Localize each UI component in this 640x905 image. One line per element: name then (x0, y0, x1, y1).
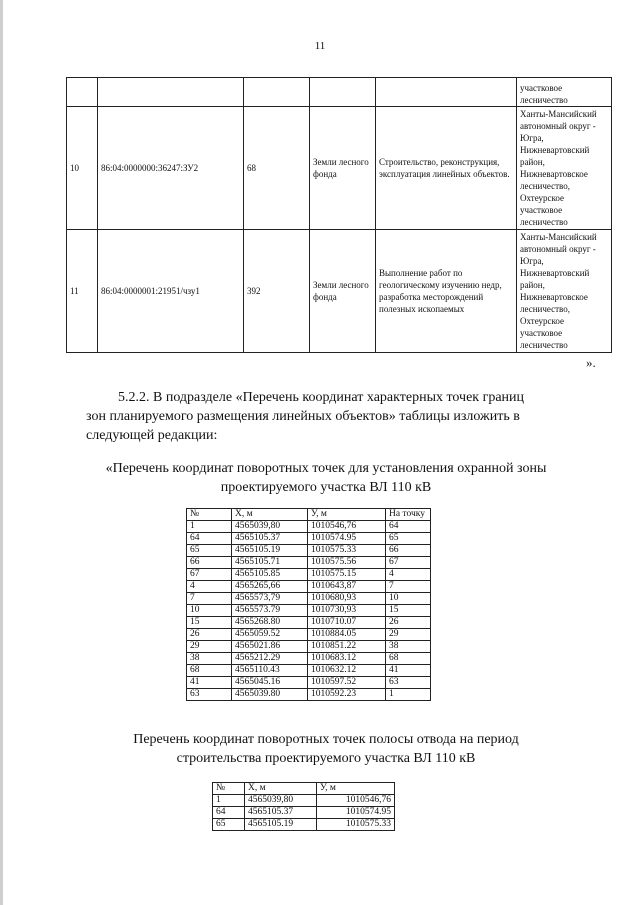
table-cell: 64 (386, 521, 431, 533)
heading-line: строительства проектируемого участка ВЛ 110 кВ (176, 751, 476, 766)
table-cell: 65 (187, 545, 232, 557)
table-cell: 1010575.56 (308, 557, 386, 569)
header-cell: X, м (245, 783, 317, 795)
table-row (187, 557, 431, 569)
table-cell: 67 (386, 557, 431, 569)
table-row (187, 593, 431, 605)
table-row (187, 629, 431, 641)
header-cell: На точку (386, 509, 431, 521)
heading-line: Перечень координат поворотных точек полосы отвода на период (133, 732, 519, 747)
table-cell: 1010730,93 (308, 605, 386, 617)
usage-purpose: Строительство, реконструкция, эксплуатация линейных объектов. (376, 107, 517, 230)
table-row (213, 819, 395, 831)
table-cell: 15 (187, 617, 232, 629)
section-heading (86, 730, 566, 768)
table-cell: 1010884.05 (308, 629, 386, 641)
cadastral-number: 86:04:0000000:36247:ЗУ2 (98, 107, 244, 230)
land-plots-table (66, 77, 612, 353)
table-cell: 10 (187, 605, 232, 617)
table-header-row (187, 509, 431, 521)
table-cell: 7 (187, 593, 232, 605)
header-cell: № (213, 783, 245, 795)
table-cell: 1010710.07 (308, 617, 386, 629)
table-cell: 1010680,93 (308, 593, 386, 605)
table-row (187, 521, 431, 533)
cadastral-number: 86:04:0000001:21951/чзу1 (98, 230, 244, 353)
table-row (213, 795, 395, 807)
table-cell: 4565110.43 (232, 665, 308, 677)
paragraph-line: 5.2.2. В подразделе «Перечень координат характерных точек границ (118, 390, 525, 405)
table-cell: 38 (386, 641, 431, 653)
table-cell: 1 (386, 689, 431, 701)
table-cell: 4565573.79 (232, 605, 308, 617)
table-cell: 4565039,80 (245, 795, 317, 807)
region-cell: Ханты-Мансийский автономный округ - Югра, Нижневартовский район, Нижневартовское лесничество, Охтеурское участковое лесничество (517, 230, 612, 353)
table-cell: 64 (187, 533, 232, 545)
header-cell: У, м (317, 783, 395, 795)
table-cell: 41 (187, 677, 232, 689)
header-cell: X, м (232, 509, 308, 521)
section-heading (86, 459, 566, 497)
table-cell: 4565105.19 (245, 819, 317, 831)
table-cell: 4565265,66 (232, 581, 308, 593)
table-cell: 7 (386, 581, 431, 593)
row-number: 11 (67, 230, 98, 353)
table-cell: 4565045.16 (232, 677, 308, 689)
table-row (187, 533, 431, 545)
table-cell: 68 (386, 653, 431, 665)
amendment-paragraph (86, 388, 566, 445)
table-row (187, 545, 431, 557)
table-cell: 4565212.29 (232, 653, 308, 665)
table-cell: 1010597.52 (308, 677, 386, 689)
table-cell: 4 (187, 581, 232, 593)
table-cell: 38 (187, 653, 232, 665)
table-cell: 66 (386, 545, 431, 557)
table-cell: 4565105.19 (232, 545, 308, 557)
table-cell: 1 (187, 521, 232, 533)
heading-line: «Перечень координат поворотных точек для установления охранной зоны (105, 461, 547, 476)
paragraph-line: следующей редакции: (86, 428, 218, 443)
table-cell: 29 (386, 629, 431, 641)
table-cell: 4565039.80 (232, 689, 308, 701)
table-row (187, 605, 431, 617)
table-cell: 1010851.22 (308, 641, 386, 653)
table-cell: 63 (386, 677, 431, 689)
table-cell: 64 (213, 807, 245, 819)
table-cell: 1 (213, 795, 245, 807)
page-left-edge (0, 0, 3, 905)
table-cell: 4565105.85 (232, 569, 308, 581)
table-cell: 1010575.15 (308, 569, 386, 581)
table-cell: 4565268.80 (232, 617, 308, 629)
table-row (67, 230, 612, 353)
table-cell: 1010574.95 (308, 533, 386, 545)
table-cell: 1010574.95 (317, 807, 395, 819)
closing-quote: ». (586, 355, 596, 370)
table-cell: 1010632.12 (308, 665, 386, 677)
table-cell: 29 (187, 641, 232, 653)
header-cell: У, м (308, 509, 386, 521)
page-number: 11 (314, 40, 326, 52)
heading-line: проектируемого участка ВЛ 110 кВ (220, 480, 432, 495)
protection-zone-coordinates-table (186, 508, 431, 701)
usage-purpose: Выполнение работ по геологическому изучению недр, разработка месторождений полезных ископаемых (376, 230, 517, 353)
table-cell: 1010575.33 (317, 819, 395, 831)
table-cell: 1010643,87 (308, 581, 386, 593)
table-cell: 1010546,76 (317, 795, 395, 807)
region-cell: Ханты-Мансийский автономный округ - Югра, Нижневартовский район, Нижневартовское лесничество, Охтеурское участковое лесничество (517, 107, 612, 230)
table-row (187, 677, 431, 689)
table-cell: 1010592.23 (308, 689, 386, 701)
table-cell: 4 (386, 569, 431, 581)
row-number: 10 (67, 107, 98, 230)
area-value: 392 (244, 230, 310, 353)
table-header-row (213, 783, 395, 795)
land-category: Земли лесного фонда (310, 107, 376, 230)
table-cell: 26 (386, 617, 431, 629)
table-row (187, 569, 431, 581)
table-cell: 15 (386, 605, 431, 617)
table-cell: 41 (386, 665, 431, 677)
table-row (67, 78, 612, 107)
table-cell: 4565021.86 (232, 641, 308, 653)
table-cell: 26 (187, 629, 232, 641)
table-cell: 65 (386, 533, 431, 545)
table-cell: 4565105.71 (232, 557, 308, 569)
table-row (187, 689, 431, 701)
table-cell: 1010683.12 (308, 653, 386, 665)
region-cell: участковое лесничество (517, 78, 612, 107)
table-row (187, 641, 431, 653)
table-row (187, 665, 431, 677)
table-row (187, 617, 431, 629)
header-cell: № (187, 509, 232, 521)
table-cell: 4565059.52 (232, 629, 308, 641)
table-row (213, 807, 395, 819)
table-cell: 68 (187, 665, 232, 677)
table-cell: 4565039,80 (232, 521, 308, 533)
paragraph-line: зон планируемого размещения линейных объектов» таблицы изложить в (86, 409, 520, 424)
table-cell: 4565573,79 (232, 593, 308, 605)
table-cell: 65 (213, 819, 245, 831)
table-cell: 4565105.37 (232, 533, 308, 545)
table-cell: 67 (187, 569, 232, 581)
table-row (67, 107, 612, 230)
table-cell: 1010575.33 (308, 545, 386, 557)
right-of-way-coordinates-table (212, 782, 395, 831)
table-cell: 4565105.37 (245, 807, 317, 819)
table-cell: 10 (386, 593, 431, 605)
table-cell: 63 (187, 689, 232, 701)
table-row (187, 581, 431, 593)
table-cell: 1010546,76 (308, 521, 386, 533)
table-row (187, 653, 431, 665)
land-category: Земли лесного фонда (310, 230, 376, 353)
table-cell: 66 (187, 557, 232, 569)
area-value: 68 (244, 107, 310, 230)
